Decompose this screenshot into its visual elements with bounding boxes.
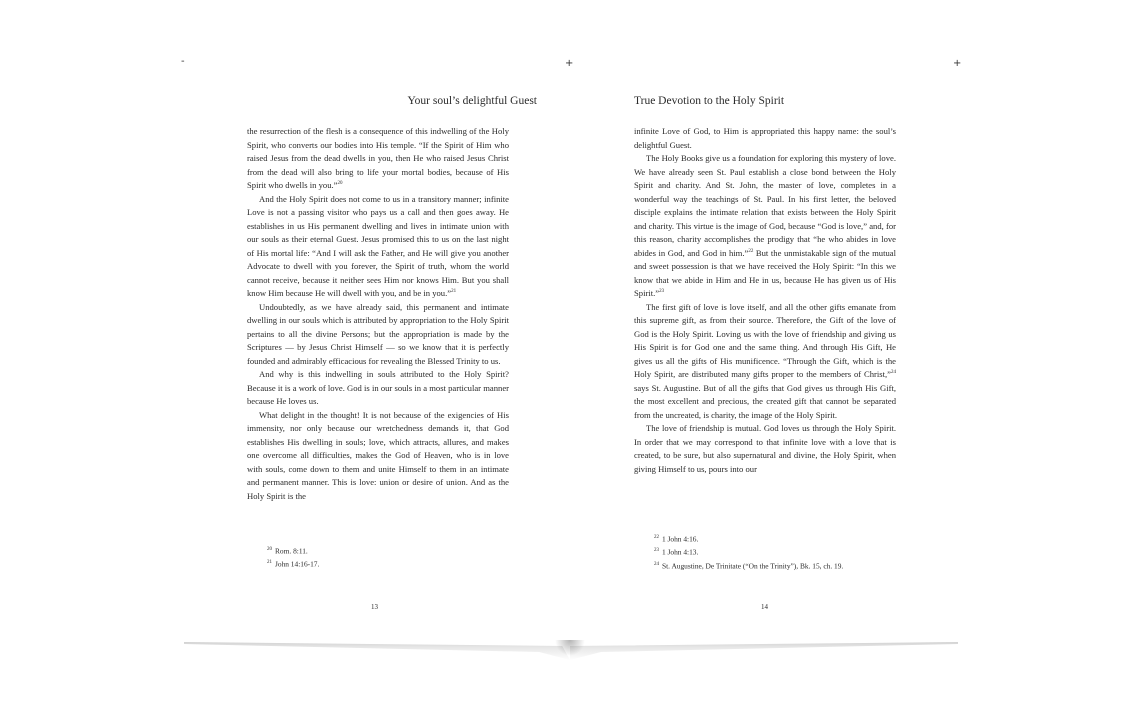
footnote-text: 1 John 4:16. — [662, 534, 699, 544]
paragraph — [247, 125, 509, 193]
footnote-number: 20 — [267, 547, 272, 552]
paragraph-text: The Holy Books give us a foundation for exploring this mystery of love. We have already seen St. Paul establish a close bond between the Holy Spirit and charity. And St. John, the master of love, completes in a wonderful way the teachings of St. Paul. In his first letter, the beloved disciple explains the intimate relation that exists between the Holy Spirit and charity. This virtue is the image of God, because “God is love,” and, for this reason, charity accomplishes the prodigy that “he who abides in love abides in God, and God in him.” — [634, 153, 896, 258]
paragraph-text: The love of friendship is mutual. God loves us through the Holy Spirit. In order that we may correspond to that infinite love with a love that is created, to be sure, but also supernatural and divine, the Holy Spirit, when giving Himself to us, pours into our — [634, 423, 896, 474]
paragraph-text: the resurrection of the flesh is a consequence of this indwelling of the Holy Spirit, who converts our bodies into His temple. “If the Spirit of Him who raised Jesus from the dead dwells in you, then He who raised Jesus Christ from the dead will also bring to life your mortal bodies, because of His Spirit who dwells in you.” — [247, 126, 509, 190]
footnote — [654, 545, 843, 558]
left-footnotes — [267, 544, 319, 571]
footnote-number: 22 — [654, 535, 659, 540]
left-page-edge-shadow — [184, 640, 570, 660]
right-footnotes — [654, 532, 843, 572]
paragraph-text: infinite Love of God, to Him is appropriated this happy name: the soul’s delightful Guest. — [634, 126, 896, 150]
paragraph — [247, 193, 509, 301]
footnote-reference[interactable]: 24 — [891, 370, 896, 376]
right-page-number: 14 — [761, 603, 768, 611]
crop-mark-right: + — [953, 58, 962, 69]
footnote-reference[interactable]: 20 — [337, 181, 343, 187]
left-body-text — [247, 125, 509, 503]
paragraph — [247, 301, 509, 369]
right-running-head: True Devotion to the Holy Spirit — [634, 95, 785, 107]
footnote-number: 21 — [267, 560, 272, 566]
crop-mark-left: - — [181, 56, 185, 67]
right-body-text — [634, 125, 896, 476]
footnote-text: 1 John 4:13. — [662, 547, 699, 557]
footnote — [267, 544, 319, 557]
left-running-head: Your soul’s delightful Guest — [407, 95, 537, 107]
footnote-reference[interactable]: 21 — [451, 289, 457, 295]
footnote — [654, 559, 843, 572]
paragraph — [247, 409, 509, 504]
footnote — [654, 532, 843, 545]
paragraph-text: And the Holy Spirit does not come to us in a transitory manner; infinite Love is not a passing visitor who pays us a call and then goes away. He establishes in us His permanent dwelling and lives in intimate union with our souls as their eternal Guest. Jesus promised this to us on the last night of His mortal life: “And I will ask the Father, and He will give you another Advocate to dwell with you forever, the Spirit of truth, whom the world cannot receive, because it neither sees Him nor knows Him. But you shall know Him because He will dwell with you, and be in you.” — [247, 193, 509, 298]
footnote-text: Rom. 8:11. — [275, 546, 308, 556]
right-page-edge-shadow — [570, 640, 958, 660]
footnote-number: 23 — [654, 548, 659, 554]
footnote-reference[interactable]: 22 — [748, 248, 754, 254]
footnote-text: St. Augustine, De Trinitate (“On the Trinity”), Bk. 15, ch. 19. — [662, 561, 844, 571]
crop-mark-center: + — [565, 58, 574, 69]
left-page-number: 13 — [371, 603, 378, 611]
footnote — [267, 557, 319, 570]
paragraph — [634, 422, 896, 476]
footnote-number: 24 — [654, 561, 659, 567]
paragraph-text: But the unmistakable sign of the mutual and sweet possession is that we have received the Holy Spirit: “In this we know that we abide in Him and He in us, because He has given us of His Spirit.” — [634, 247, 896, 298]
footnote-text: John 14:16-17. — [275, 559, 320, 569]
paragraph-text: Undoubtedly, as we have already said, this permanent and intimate dwelling in our souls which is attributed by appropriation to the Holy Spirit pertains to all the divine Persons; but the appropriation is made by the Scriptures — by Jesus Christ Himself — so we know that it is perfectly founded and admirably efficacious for revealing the Blessed Trinity to us. — [247, 301, 509, 366]
paragraph — [247, 368, 509, 409]
paragraph — [634, 125, 896, 152]
paragraph-text: says St. Augustine. But of all the gifts that God gives us through His Gift, the most excellent and precious, the created gift that cannot be separated from the uncreated, is charity, the image of the Holy Spirit. — [634, 382, 896, 420]
footnote-reference[interactable]: 23 — [659, 289, 665, 295]
paragraph-text: What delight in the thought! It is not because of the exigencies of His immensity, nor only because our wretchedness demands it, that God establishes His dwelling in souls; love, which attracts, allures, and makes one overcome all difficulties, makes the God of Heaven, who is in love with souls, come down to them and unite Himself to them in an intimate and permanent manner. This is love: union or desire of union. And as the Holy Spirit is the — [247, 409, 509, 501]
paragraph — [634, 301, 896, 423]
paragraph-text: And why is this indwelling in souls attributed to the Holy Spirit? Because it is a work of love. God is in our souls in a most particular manner because He loves us. — [247, 369, 509, 406]
paragraph-text: The first gift of love is love itself, and all the other gifts emanate from this supreme gift, as from their source. Therefore, the Gift of the love of God is the Holy Spirit. Loving us with the love of friendship and giving us His Spirit is for God one and the same thing. And through His Gift, He gives us all the gifts of His munificence. “Through the Gift, which is the Holy Spirit, are distributed many gifts proper to the members of Christ,” — [634, 301, 896, 379]
spine-shadow — [555, 640, 585, 656]
paragraph — [634, 152, 896, 301]
